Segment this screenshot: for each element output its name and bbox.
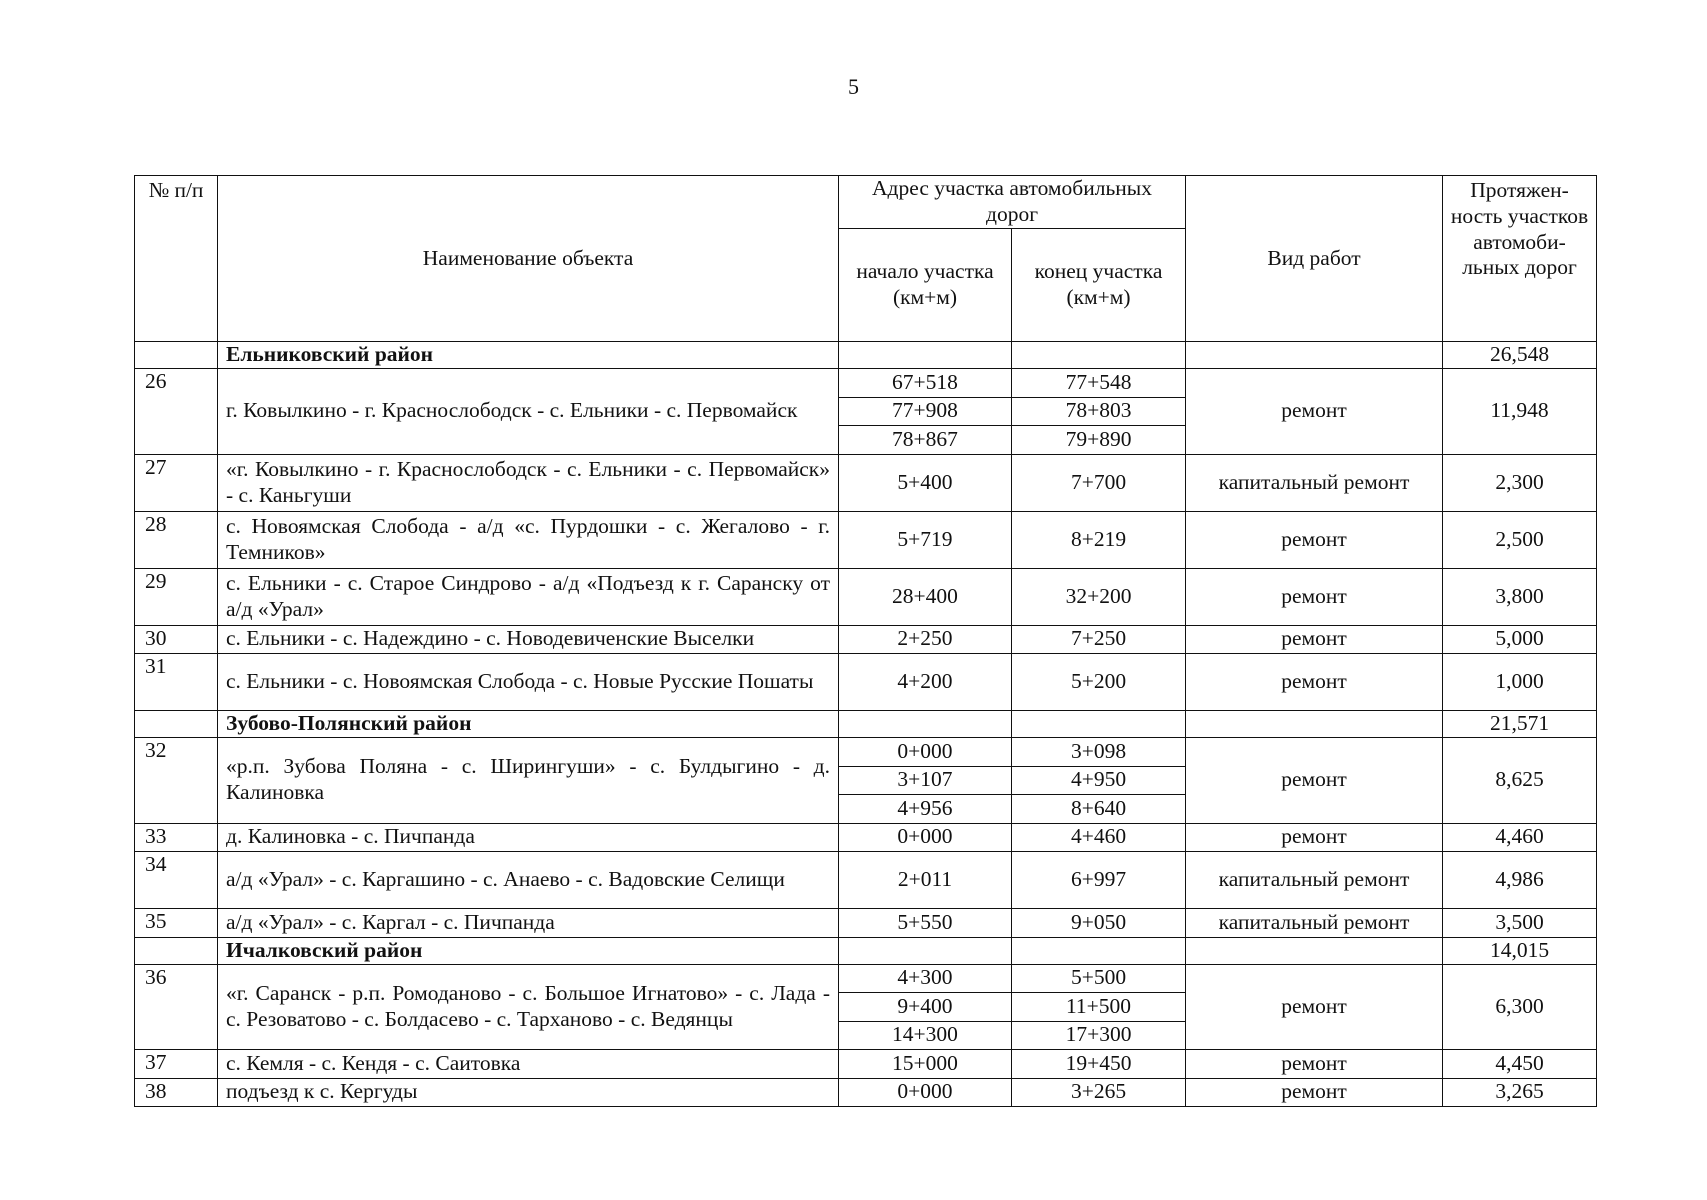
row-number: 33 <box>135 823 218 852</box>
segment-end: 9+050 <box>1012 909 1186 938</box>
road-length: 4,460 <box>1443 823 1597 852</box>
district-total: 14,015 <box>1443 937 1597 964</box>
table-row <box>135 625 1597 654</box>
district-row <box>135 342 1597 369</box>
segment-end: 4+460 <box>1012 823 1186 852</box>
district-end-cell <box>1012 937 1186 964</box>
work-type: ремонт <box>1186 654 1443 711</box>
segment-end: 8+640 <box>1012 795 1186 824</box>
district-end-cell <box>1012 711 1186 738</box>
header-start: начало участка (км+м) <box>839 229 1012 342</box>
road-length: 6,300 <box>1443 964 1597 1050</box>
segment-end: 3+098 <box>1012 738 1186 767</box>
object-name: с. Ельники - с. Старое Синдрово - а/д «Подъезд к г. Саранску от а/д «Урал» <box>218 568 839 625</box>
segment-start: 0+000 <box>839 1078 1012 1107</box>
work-type: ремонт <box>1186 369 1443 455</box>
segment-end: 79+890 <box>1012 426 1186 455</box>
work-type: ремонт <box>1186 625 1443 654</box>
road-length: 2,500 <box>1443 511 1597 568</box>
district-start-cell <box>839 937 1012 964</box>
table-row <box>135 909 1597 938</box>
road-length: 5,000 <box>1443 625 1597 654</box>
row-number: 36 <box>135 964 218 1050</box>
table-row <box>135 511 1597 568</box>
segment-end: 19+450 <box>1012 1050 1186 1079</box>
work-type: капитальный ремонт <box>1186 454 1443 511</box>
table-row <box>135 738 1597 767</box>
work-type: ремонт <box>1186 823 1443 852</box>
table-row <box>135 369 1597 398</box>
header-work-type: Вид работ <box>1186 176 1443 342</box>
segment-start: 4+956 <box>839 795 1012 824</box>
segment-end: 7+700 <box>1012 454 1186 511</box>
row-number: 27 <box>135 454 218 511</box>
district-start-cell <box>839 711 1012 738</box>
segment-start: 5+719 <box>839 511 1012 568</box>
work-type: ремонт <box>1186 1078 1443 1107</box>
district-work-cell <box>1186 711 1443 738</box>
road-length: 3,265 <box>1443 1078 1597 1107</box>
district-total: 21,571 <box>1443 711 1597 738</box>
object-name: д. Калиновка - с. Пичпанда <box>218 823 839 852</box>
district-work-cell <box>1186 342 1443 369</box>
row-number: 30 <box>135 625 218 654</box>
table-body <box>135 342 1597 1107</box>
work-type: ремонт <box>1186 511 1443 568</box>
segment-start: 67+518 <box>839 369 1012 398</box>
object-name: «г. Саранск - р.п. Ромоданово - с. Большое Игнатово» - с. Лада - с. Резоватово - с. Болдасево - с. Тарханово - с. Ведянцы <box>218 964 839 1050</box>
table-row <box>135 823 1597 852</box>
road-length: 3,500 <box>1443 909 1597 938</box>
segment-end: 32+200 <box>1012 568 1186 625</box>
object-name: с. Ельники - с. Надеждино - с. Новодевиченские Выселки <box>218 625 839 654</box>
work-type: ремонт <box>1186 568 1443 625</box>
segment-start: 0+000 <box>839 738 1012 767</box>
segment-start: 0+000 <box>839 823 1012 852</box>
district-number-cell <box>135 711 218 738</box>
district-name: Ичалковский район <box>218 937 839 964</box>
segment-end: 11+500 <box>1012 993 1186 1022</box>
segment-start: 4+300 <box>839 964 1012 993</box>
segment-start: 2+011 <box>839 852 1012 909</box>
header-length: Протяжен-ность участков автомоби-льных дорог <box>1443 176 1597 342</box>
road-length: 11,948 <box>1443 369 1597 455</box>
row-number: 31 <box>135 654 218 711</box>
segment-end: 17+300 <box>1012 1021 1186 1050</box>
district-row <box>135 711 1597 738</box>
segment-end: 7+250 <box>1012 625 1186 654</box>
segment-start: 15+000 <box>839 1050 1012 1079</box>
roads-table <box>134 175 1597 1107</box>
object-name: подъезд к с. Кергуды <box>218 1078 839 1107</box>
object-name: с. Новоямская Слобода - а/д «с. Пурдошки - с. Жегалово - г. Темников» <box>218 511 839 568</box>
road-length: 8,625 <box>1443 738 1597 824</box>
segment-start: 9+400 <box>839 993 1012 1022</box>
district-work-cell <box>1186 937 1443 964</box>
road-length: 1,000 <box>1443 654 1597 711</box>
row-number: 37 <box>135 1050 218 1079</box>
row-number: 28 <box>135 511 218 568</box>
segment-start: 5+400 <box>839 454 1012 511</box>
district-row <box>135 937 1597 964</box>
table-row <box>135 964 1597 993</box>
district-name: Ельниковский район <box>218 342 839 369</box>
object-name: «р.п. Зубова Поляна - с. Ширингуши» - с. Булдыгино - д. Калиновка <box>218 738 839 824</box>
object-name: г. Ковылкино - г. Краснослободск - с. Ельники - с. Первомайск <box>218 369 839 455</box>
district-name: Зубово-Полянский район <box>218 711 839 738</box>
segment-start: 4+200 <box>839 654 1012 711</box>
table-row <box>135 1078 1597 1107</box>
segment-end: 3+265 <box>1012 1078 1186 1107</box>
row-number: 29 <box>135 568 218 625</box>
header-number: № п/п <box>135 176 218 342</box>
segment-end: 78+803 <box>1012 397 1186 426</box>
segment-start: 3+107 <box>839 766 1012 795</box>
road-length: 3,800 <box>1443 568 1597 625</box>
segment-start: 78+867 <box>839 426 1012 455</box>
work-type: ремонт <box>1186 738 1443 824</box>
segment-end: 77+548 <box>1012 369 1186 398</box>
segment-start: 14+300 <box>839 1021 1012 1050</box>
district-total: 26,548 <box>1443 342 1597 369</box>
row-number: 32 <box>135 738 218 824</box>
road-length: 2,300 <box>1443 454 1597 511</box>
road-length: 4,986 <box>1443 852 1597 909</box>
road-length: 4,450 <box>1443 1050 1597 1079</box>
table-row <box>135 1050 1597 1079</box>
table-header <box>135 176 1597 342</box>
object-name: с. Кемля - с. Кендя - с. Саитовка <box>218 1050 839 1079</box>
segment-end: 5+500 <box>1012 964 1186 993</box>
table-row <box>135 654 1597 711</box>
segment-start: 77+908 <box>839 397 1012 426</box>
header-object-name: Наименование объекта <box>218 176 839 342</box>
segment-end: 6+997 <box>1012 852 1186 909</box>
page-number: 5 <box>848 74 859 99</box>
work-type: капитальный ремонт <box>1186 909 1443 938</box>
row-number: 38 <box>135 1078 218 1107</box>
table-row <box>135 568 1597 625</box>
district-end-cell <box>1012 342 1186 369</box>
object-name: а/д «Урал» - с. Каргашино - с. Анаево - с. Вадовские Селищи <box>218 852 839 909</box>
segment-start: 5+550 <box>839 909 1012 938</box>
work-type: ремонт <box>1186 964 1443 1050</box>
object-name: а/д «Урал» - с. Каргал - с. Пичпанда <box>218 909 839 938</box>
table-row <box>135 852 1597 909</box>
segment-end: 8+219 <box>1012 511 1186 568</box>
district-number-cell <box>135 937 218 964</box>
row-number: 26 <box>135 369 218 455</box>
segment-end: 5+200 <box>1012 654 1186 711</box>
table-row <box>135 454 1597 511</box>
work-type: капитальный ремонт <box>1186 852 1443 909</box>
row-number: 35 <box>135 909 218 938</box>
object-name: «г. Ковылкино - г. Краснослободск - с. Ельники - с. Первомайск» - с. Каньгуши <box>218 454 839 511</box>
work-type: ремонт <box>1186 1050 1443 1079</box>
header-address: Адрес участка автомобильных дорог <box>839 176 1186 229</box>
district-start-cell <box>839 342 1012 369</box>
row-number: 34 <box>135 852 218 909</box>
object-name: с. Ельники - с. Новоямская Слобода - с. Новые Русские Пошаты <box>218 654 839 711</box>
segment-start: 2+250 <box>839 625 1012 654</box>
segment-end: 4+950 <box>1012 766 1186 795</box>
district-number-cell <box>135 342 218 369</box>
header-end: конец участка (км+м) <box>1012 229 1186 342</box>
segment-start: 28+400 <box>839 568 1012 625</box>
